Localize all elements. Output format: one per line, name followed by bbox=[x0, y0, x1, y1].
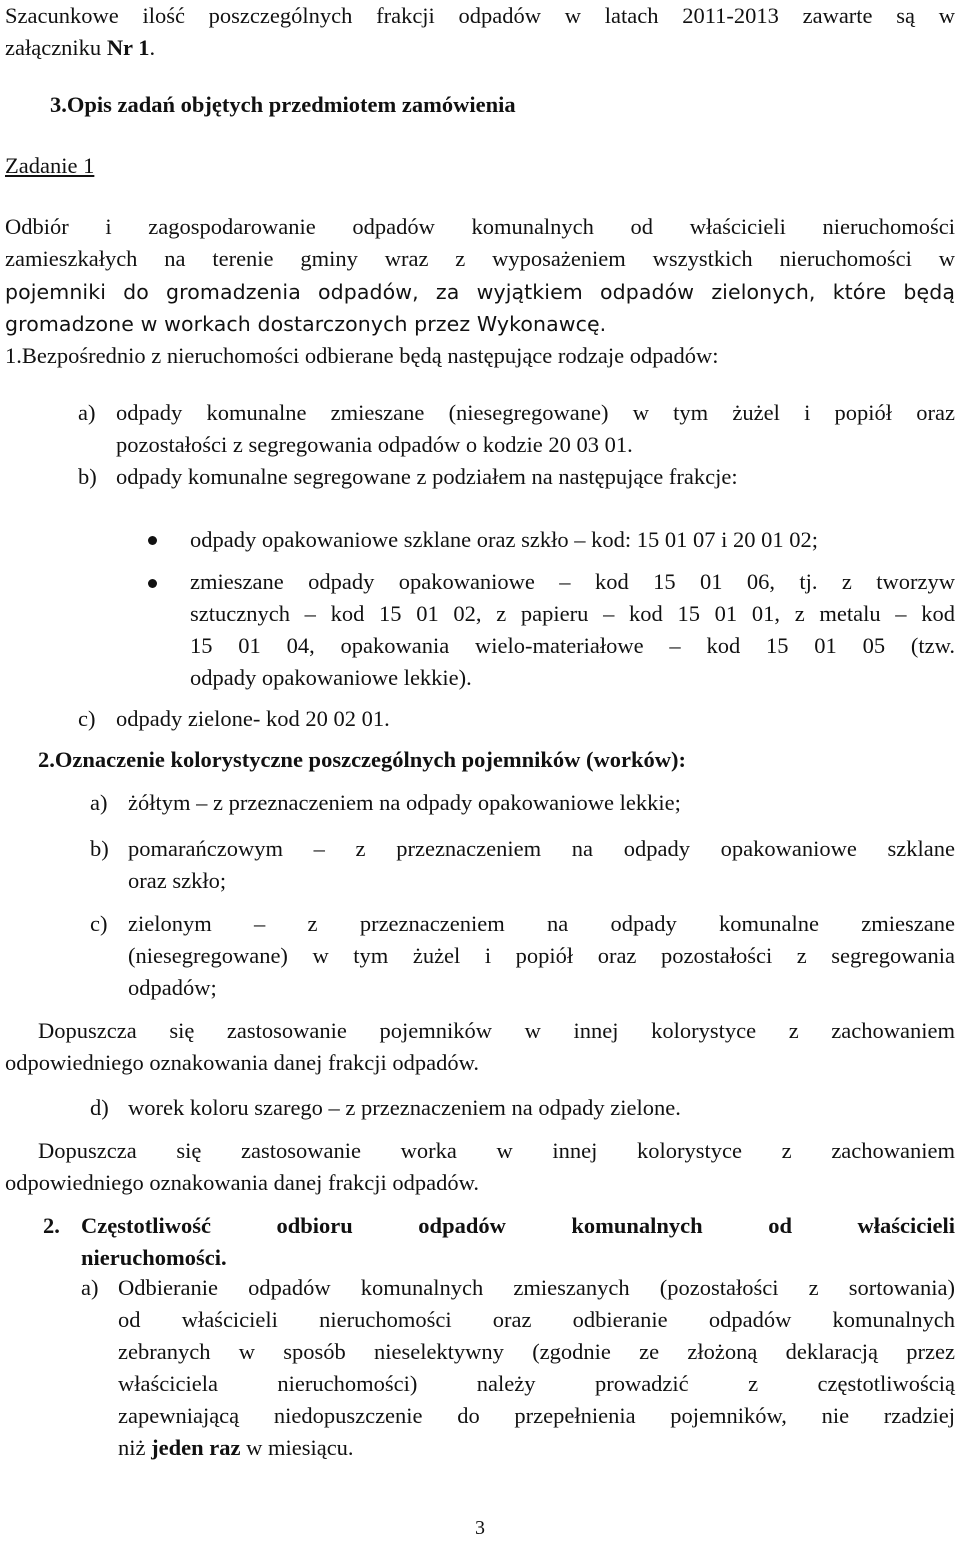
bullet-1-text: odpady opakowaniowe szklane oraz szkło – kod: 15 01 07 i 20 01 02; bbox=[190, 527, 819, 552]
note-2-line-2: odpowiedniego oznakowania danej frakcji odpadów. bbox=[5, 1170, 480, 1195]
intro-line-2-text: załączniku bbox=[5, 35, 107, 60]
item-b-marker: b) bbox=[78, 464, 97, 489]
page-number: 3 bbox=[475, 1517, 485, 1539]
item-a-marker: a) bbox=[78, 400, 96, 425]
frequency-a-last-pre: niż bbox=[118, 1435, 152, 1460]
frequency-number: 2. bbox=[43, 1213, 60, 1238]
color-c-line-3: odpadów; bbox=[128, 975, 217, 1000]
color-b-line-2: oraz szkło; bbox=[128, 868, 227, 893]
frequency-emphasis: jeden raz bbox=[151, 1435, 241, 1460]
task-description-line-3: pojemniki do gromadzenia odpadów, za wyjątkiem odpadów zielonych, które będą bbox=[5, 280, 955, 304]
item-c-text: odpady zielone- kod 20 02 01. bbox=[116, 706, 390, 731]
frequency-a-line-4: właściciela nieruchomości) należy prowadzić z częstotliwością bbox=[118, 1371, 955, 1396]
task-description-line-2: zamieszkałych na terenie gminy wraz z wyposażeniem wszystkich nieruchomości w bbox=[5, 246, 955, 271]
item-a-line-1: odpady komunalne zmieszane (niesegregowane) w tym żużel i popiół oraz bbox=[116, 400, 955, 425]
color-c-line-1: zielonym – z przeznaczeniem na odpady komunalne zmieszane bbox=[128, 911, 955, 936]
frequency-a-line-5: zapewniającą niedopuszczenie do przepełnienia pojemników, nie rzadziej bbox=[118, 1403, 955, 1428]
task-description-line-1: Odbiór i zagospodarowanie odpadów komunalnych od właścicieli nieruchomości bbox=[5, 214, 955, 239]
color-a-marker: a) bbox=[90, 790, 108, 815]
color-c-line-2: (niesegregowane) w tym żużel i popiół oraz pozostałości z segregowania bbox=[128, 943, 955, 968]
intro-line-2-end: . bbox=[149, 35, 156, 60]
frequency-heading-line-1: Częstotliwość odbioru odpadów komunalnych od właścicieli bbox=[81, 1213, 955, 1238]
color-c-marker: c) bbox=[90, 911, 108, 936]
bullet-2 bbox=[148, 579, 157, 588]
color-b-marker: b) bbox=[90, 836, 109, 861]
color-b-line-1: pomarańczowym – z przeznaczeniem na odpady opakowaniowe szklane bbox=[128, 836, 955, 861]
bullet-2-line-3: 15 01 04, opakowania wielo-materiałowe – kod 15 01 05 (tzw. bbox=[190, 633, 955, 658]
frequency-a-line-1: Odbieranie odpadów komunalnych zmieszanych (pozostałości z sortowania) bbox=[118, 1275, 955, 1300]
item-b-text: odpady komunalne segregowane z podziałem na następujące frakcje: bbox=[116, 464, 738, 489]
point-1: 1.Bezpośrednio z nieruchomości odbierane będą następujące rodzaje odpadów: bbox=[5, 343, 719, 368]
frequency-a-last-post: w miesiącu. bbox=[240, 1435, 354, 1460]
color-d-marker: d) bbox=[90, 1095, 109, 1120]
colors-heading: 2.Oznaczenie kolorystyczne poszczególnych pojemników (worków): bbox=[38, 747, 687, 772]
item-c-marker: c) bbox=[78, 706, 96, 731]
bullet-2-line-4: odpady opakowaniowe lekkie). bbox=[190, 665, 472, 690]
frequency-a-line-6 bbox=[118, 1432, 354, 1464]
note-2-line-1: Dopuszcza się zastosowanie worka w innej kolorystyce z zachowaniem bbox=[38, 1138, 955, 1163]
color-d-text: worek koloru szarego – z przeznaczeniem na odpady zielone. bbox=[128, 1095, 681, 1120]
bullet-2-line-1: zmieszane odpady opakowaniowe – kod 15 01 06, tj. z tworzyw bbox=[190, 569, 955, 594]
intro-line-1: Szacunkowe ilość poszczególnych frakcji odpadów w latach 2011-2013 zawarte są w bbox=[5, 3, 955, 28]
color-a-text: żółtym – z przeznaczeniem na odpady opakowaniowe lekkie; bbox=[128, 790, 681, 815]
note-1-line-1: Dopuszcza się zastosowanie pojemników w innej kolorystyce z zachowaniem bbox=[38, 1018, 955, 1043]
frequency-a-line-2: od właścicieli nieruchomości oraz odbieranie odpadów komunalnych bbox=[118, 1307, 955, 1332]
task-description-line-4: gromadzone w workach dostarczonych przez Wykonawcę. bbox=[5, 312, 607, 336]
frequency-a-line-3: zebranych w sposób nieselektywny (zgodnie ze złożoną deklaracją przez bbox=[118, 1339, 955, 1364]
task-label: Zadanie 1 bbox=[5, 153, 95, 178]
item-a-line-2: pozostałości z segregowania odpadów o kodzie 20 03 01. bbox=[116, 432, 633, 457]
attachment-reference: Nr 1 bbox=[106, 35, 150, 60]
section-3-heading: 3.Opis zadań objętych przedmiotem zamówienia bbox=[50, 92, 516, 117]
intro-line-2 bbox=[5, 32, 155, 64]
bullet-2-line-2: sztucznych – kod 15 01 02, z papieru – kod 15 01 01, z metalu – kod bbox=[190, 601, 955, 626]
frequency-a-marker: a) bbox=[81, 1275, 99, 1300]
note-1-line-2: odpowiedniego oznakowania danej frakcji odpadów. bbox=[5, 1050, 480, 1075]
bullet-1 bbox=[148, 536, 157, 545]
frequency-heading-line-2: nieruchomości. bbox=[81, 1245, 227, 1270]
